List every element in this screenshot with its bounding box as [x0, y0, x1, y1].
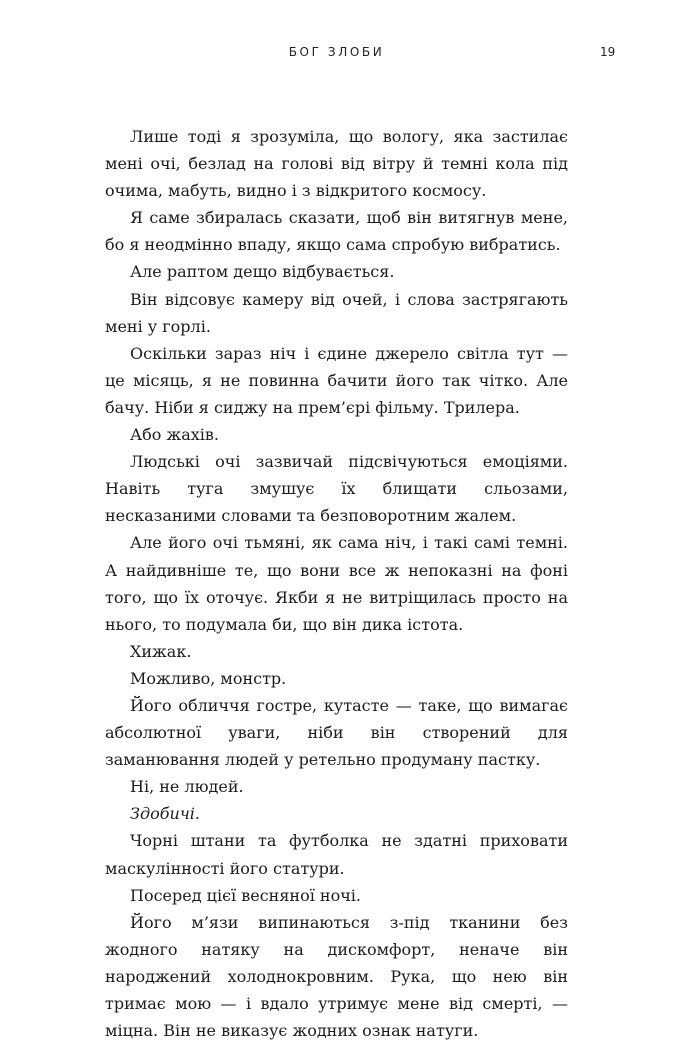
- running-title: БОГ ЗЛОБИ: [288, 45, 385, 59]
- paragraph: Ні, не людей.: [130, 777, 244, 797]
- paragraph: Людські очі зазвичай підсвічуються емоціями. Навіть туга змушує їх блищати сльозами, несказаними словами та безповоротним жалем.: [105, 452, 568, 526]
- paragraph: Чорні штани та футболка не здатні приховати маскулінності його статури.: [105, 831, 568, 878]
- paragraph: Хижак.: [130, 641, 192, 661]
- paragraph: Можливо, монстр.: [130, 668, 287, 688]
- paragraph: Але раптом дещо відбувається.: [130, 262, 395, 282]
- paragraph-italic: Здобичі.: [130, 804, 200, 824]
- paragraph: Посеред цієї весняної ночі.: [130, 885, 362, 905]
- paragraph: Його м’язи випинаються з-під тканини без жодного натяку на дискомфорт, неначе він народжений холоднокровним. Рука, що нею він тримає мою — і вдало утримує мене від смерті, — міцна. Він не виказує жодних ознак натуги.: [105, 912, 568, 1041]
- paragraph: Лише тоді я зрозуміла, що вологу, яка застилає мені очі, безлад на голові від вітру й темні кола під очима, мабуть, видно і з відкритого космосу.: [105, 127, 568, 201]
- body-text: [105, 123, 568, 1044]
- paragraph: Його обличчя гостре, кутасте — таке, що вимагає абсолютної уваги, ніби він створений для заманювання людей у ретельно продуману пастку.: [105, 695, 568, 770]
- paragraph: Або жахів.: [130, 425, 219, 445]
- paragraph: Він відсовує камеру від очей, і слова застрягають мені у горлі.: [105, 289, 568, 336]
- paragraph: Оскільки зараз ніч і єдине джерело світла тут — це місяць, я не повинна бачити його так чітко. Але бачу. Ніби я сиджу на прем’єрі фільму. Трилера.: [105, 343, 568, 417]
- paragraph: Я саме збиралась сказати, щоб він витягнув мене, бо я неодмінно впаду, якщо сама спробую вибратись.: [105, 208, 568, 255]
- page-number: 19: [600, 45, 616, 59]
- paragraph: Але його очі тьмяні, як сама ніч, і такі самі темні. А найдивніше те, що вони все ж непоказні на фоні того, що їх оточує. Якби я не витріщилась просто на нього, то подумала би, що він дика істота.: [105, 533, 568, 634]
